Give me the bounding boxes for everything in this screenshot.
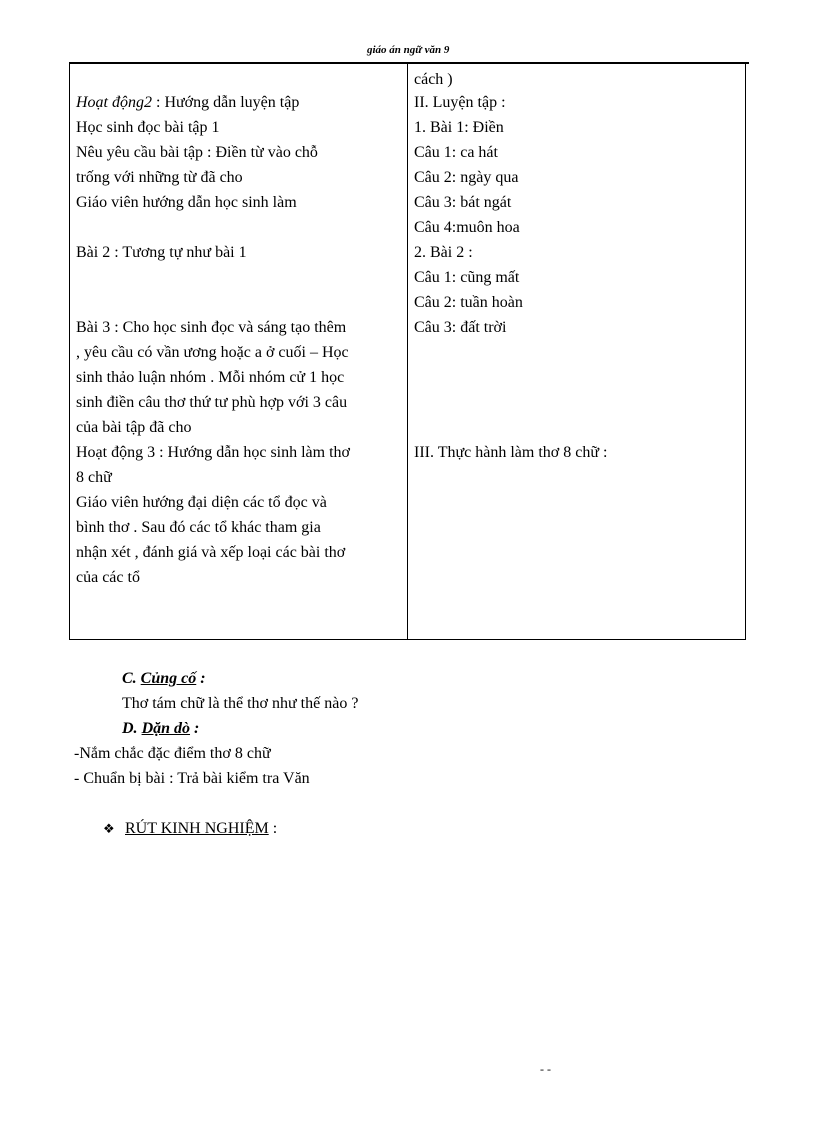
column-divider (407, 63, 408, 639)
document-header: giáo án ngữ văn 9 (367, 44, 450, 56)
experience-colon: : (268, 820, 278, 837)
left-text-line: sinh thảo luận nhóm . Mỗi nhóm cử 1 học (76, 369, 345, 386)
page-number: - - (540, 1062, 551, 1076)
consolidation-letter: C. (122, 670, 141, 687)
homework-title: Dặn dò (141, 720, 191, 737)
left-text-line: Nêu yêu cầu bài tập : Điền từ vào chỗ (76, 144, 318, 161)
right-text-line: Câu 3: đất trời (414, 319, 507, 336)
homework-letter: D. (122, 720, 142, 737)
consolidation-heading (122, 670, 206, 688)
homework-colon: : (190, 720, 200, 737)
left-text-line: Bài 2 : Tương tự như bài 1 (76, 244, 247, 261)
left-text-line: Bài 3 : Cho học sinh đọc và sáng tạo thêm (76, 319, 347, 336)
experience-heading (103, 820, 277, 838)
right-text-line: Câu 1: cũng mất (414, 269, 520, 286)
consolidation-title: Củng cố (140, 670, 197, 687)
right-text-line: Câu 2: tuần hoàn (414, 294, 523, 311)
activity-2-title: : Hướng dẫn luyện tập (152, 94, 300, 111)
left-text-line: trống với những từ đã cho (76, 169, 243, 186)
experience-title: RÚT KINH NGHIỆM (125, 820, 269, 837)
homework-heading (122, 720, 199, 738)
left-text-line: Hoạt động 3 : Hướng dẫn học sinh làm thơ (76, 444, 351, 461)
activity-2-label: Hoạt động2 (76, 94, 152, 111)
right-text-line: cách ) (414, 71, 453, 88)
right-text-line: 2. Bài 2 : (414, 244, 473, 261)
left-text-line: của bài tập đã cho (76, 419, 192, 436)
homework-item: -Nắm chắc đặc điểm thơ 8 chữ (74, 745, 271, 762)
homework-item: - Chuẩn bị bài : Trả bài kiểm tra Văn (74, 770, 310, 787)
left-text-line: Giáo viên hướng đại diện các tổ đọc và (76, 494, 327, 511)
consolidation-question: Thơ tám chữ là thể thơ như thế nào ? (122, 695, 359, 712)
consolidation-colon: : (196, 670, 206, 687)
right-text-line: Câu 3: bát ngát (414, 194, 512, 211)
left-text-line: , yêu cầu có vần ương hoặc a ở cuối – Học (76, 344, 349, 361)
right-text-line: Câu 4:muôn hoa (414, 219, 520, 236)
practice-8-word-heading: III. Thực hành làm thơ 8 chữ : (414, 444, 608, 461)
left-text-line: Giáo viên hướng dẫn học sinh làm (76, 194, 297, 211)
lesson-table (69, 63, 746, 640)
activity-2-line (76, 93, 299, 113)
diamond-bullet-icon: ❖ (103, 821, 115, 836)
right-text-line: Câu 1: ca hát (414, 144, 498, 161)
left-text-line: nhận xét , đánh giá và xếp loại các bài thơ (76, 544, 346, 561)
right-text-line: 1. Bài 1: Điền (414, 119, 504, 136)
right-text-line: Câu 2: ngày qua (414, 169, 519, 186)
left-text-line: 8 chữ (76, 469, 112, 486)
left-text-line: của các tổ (76, 569, 140, 586)
left-text-line: bình thơ . Sau đó các tổ khác tham gia (76, 519, 321, 536)
practice-heading: II. Luyện tập : (414, 94, 506, 111)
left-text-line: Học sinh đọc bài tập 1 (76, 119, 220, 136)
left-text-line: sinh điền câu thơ thứ tư phù hợp với 3 câu (76, 394, 348, 411)
